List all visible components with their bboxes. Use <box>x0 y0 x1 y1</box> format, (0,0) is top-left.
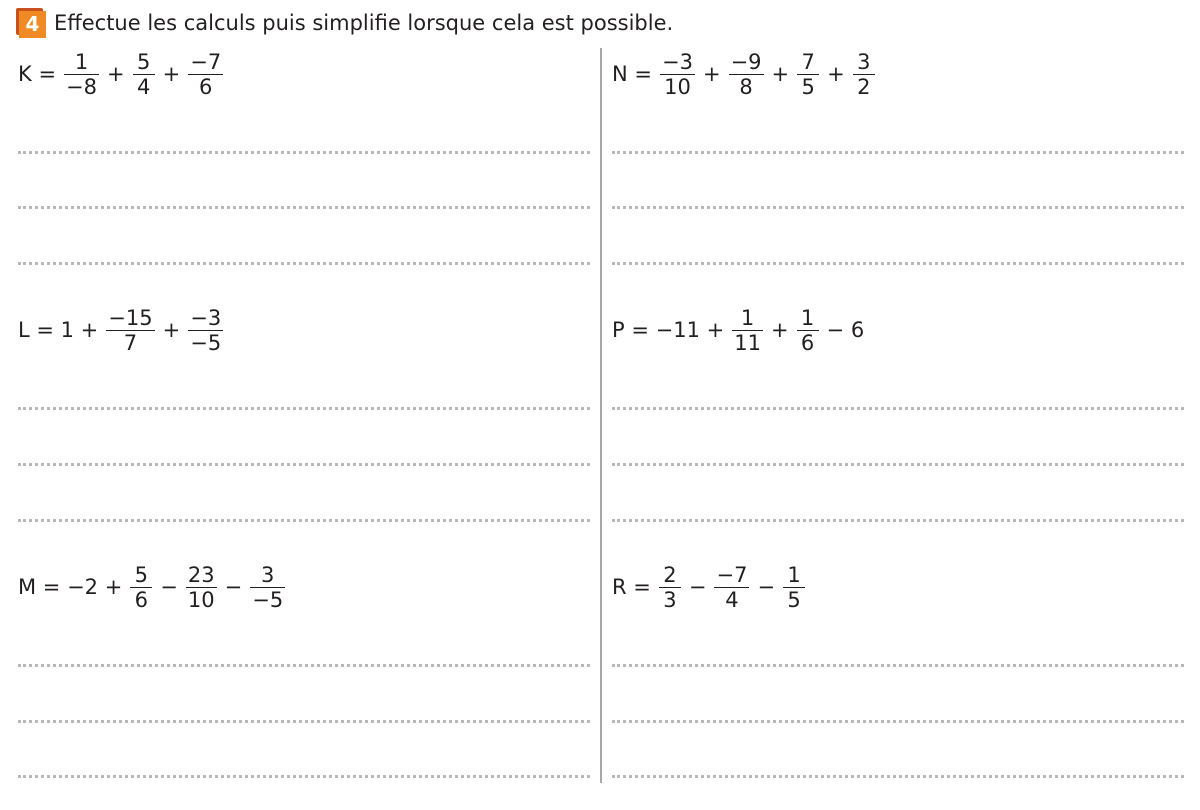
fraction <box>853 50 875 99</box>
denominator: 5 <box>801 75 815 99</box>
exercise-instruction: Effectue les calculs puis simplifie lorsque cela est possible. <box>54 11 674 35</box>
operator: + <box>771 62 790 86</box>
denominator: 2 <box>857 75 871 99</box>
answer-line[interactable] <box>18 720 590 723</box>
answer-line[interactable] <box>612 151 1184 154</box>
denominator: 5 <box>787 588 801 612</box>
answer-line[interactable] <box>18 407 590 410</box>
denominator: 10 <box>664 75 691 99</box>
numerator: 23 <box>187 563 215 587</box>
denominator: −5 <box>252 588 284 612</box>
fraction <box>250 563 285 612</box>
answer-line[interactable] <box>612 664 1184 667</box>
answer-line[interactable] <box>18 463 590 466</box>
expression-n-lhs: N = <box>612 62 652 86</box>
fraction <box>188 306 223 355</box>
exercise-header <box>16 8 673 38</box>
denominator: 4 <box>725 588 739 612</box>
fraction <box>783 563 805 612</box>
operator: + <box>107 62 125 86</box>
fraction <box>732 306 763 355</box>
expression-l-lhs: L = 1 + <box>18 318 99 342</box>
fraction <box>729 50 764 99</box>
answer-line[interactable] <box>18 206 590 209</box>
answer-line[interactable] <box>18 151 590 154</box>
answer-line[interactable] <box>18 519 590 522</box>
operator: + <box>827 62 845 86</box>
answer-line[interactable] <box>612 262 1184 265</box>
fraction <box>186 563 217 612</box>
fraction <box>659 563 681 612</box>
denominator: −5 <box>190 331 222 355</box>
denominator: 6 <box>134 588 148 612</box>
fraction <box>660 50 695 99</box>
expression-r-lhs: R = <box>612 575 651 599</box>
numerator: 1 <box>787 563 801 587</box>
exercise-number: 4 <box>19 11 46 38</box>
expression-k-lhs: K = <box>18 62 57 86</box>
column-divider <box>600 48 602 783</box>
expression-p <box>610 306 866 355</box>
answer-line[interactable] <box>612 463 1184 466</box>
numerator: −15 <box>108 306 153 330</box>
numerator: −3 <box>190 306 222 330</box>
answer-line[interactable] <box>612 519 1184 522</box>
operator: − <box>160 575 178 599</box>
denominator: 6 <box>199 75 213 99</box>
expression-r <box>610 563 811 612</box>
operator: − <box>224 575 243 599</box>
numerator: 7 <box>801 50 815 74</box>
operator: + <box>162 62 181 86</box>
numerator: 3 <box>261 563 275 587</box>
answer-line[interactable] <box>612 720 1184 723</box>
numerator: 2 <box>663 563 677 587</box>
answer-line[interactable] <box>18 262 590 265</box>
denominator: 6 <box>800 331 815 355</box>
operator: + <box>770 318 789 342</box>
answer-line[interactable] <box>612 407 1184 410</box>
numerator: 5 <box>134 563 148 587</box>
fraction <box>714 563 749 612</box>
denominator: 7 <box>123 331 138 355</box>
expression-m-lhs: M = −2 + <box>18 575 123 599</box>
expression-l <box>16 306 229 355</box>
operator: + <box>702 62 721 86</box>
fraction <box>130 563 152 612</box>
numerator: −3 <box>661 50 693 74</box>
operator: − <box>757 575 776 599</box>
denominator: −8 <box>66 75 98 99</box>
fraction <box>106 306 154 355</box>
operator: − <box>688 575 707 599</box>
numerator: 5 <box>136 50 151 74</box>
expression-p-lhs: P = −11 + <box>612 318 725 342</box>
expression-m <box>16 563 291 612</box>
denominator: 8 <box>739 75 753 99</box>
numerator: −7 <box>190 50 222 74</box>
exercise-number-badge <box>16 8 46 38</box>
answer-line[interactable] <box>612 775 1184 778</box>
numerator: −9 <box>730 50 762 74</box>
answer-line[interactable] <box>18 664 590 667</box>
numerator: 1 <box>800 306 815 330</box>
denominator: 4 <box>136 75 151 99</box>
denominator: 10 <box>187 588 215 612</box>
denominator: 11 <box>734 331 761 355</box>
expression-n <box>610 50 881 99</box>
expression-p-tail: − 6 <box>826 318 865 342</box>
numerator: 1 <box>740 306 755 330</box>
operator: + <box>162 318 181 342</box>
numerator: −7 <box>716 563 748 587</box>
fraction <box>133 50 155 99</box>
numerator: 1 <box>74 50 89 74</box>
numerator: 3 <box>857 50 871 74</box>
fraction <box>797 306 819 355</box>
answer-line[interactable] <box>18 775 590 778</box>
expression-k <box>16 50 229 99</box>
answer-line[interactable] <box>612 206 1184 209</box>
fraction <box>797 50 819 99</box>
fraction <box>188 50 223 99</box>
denominator: 3 <box>663 588 677 612</box>
fraction <box>64 50 99 99</box>
